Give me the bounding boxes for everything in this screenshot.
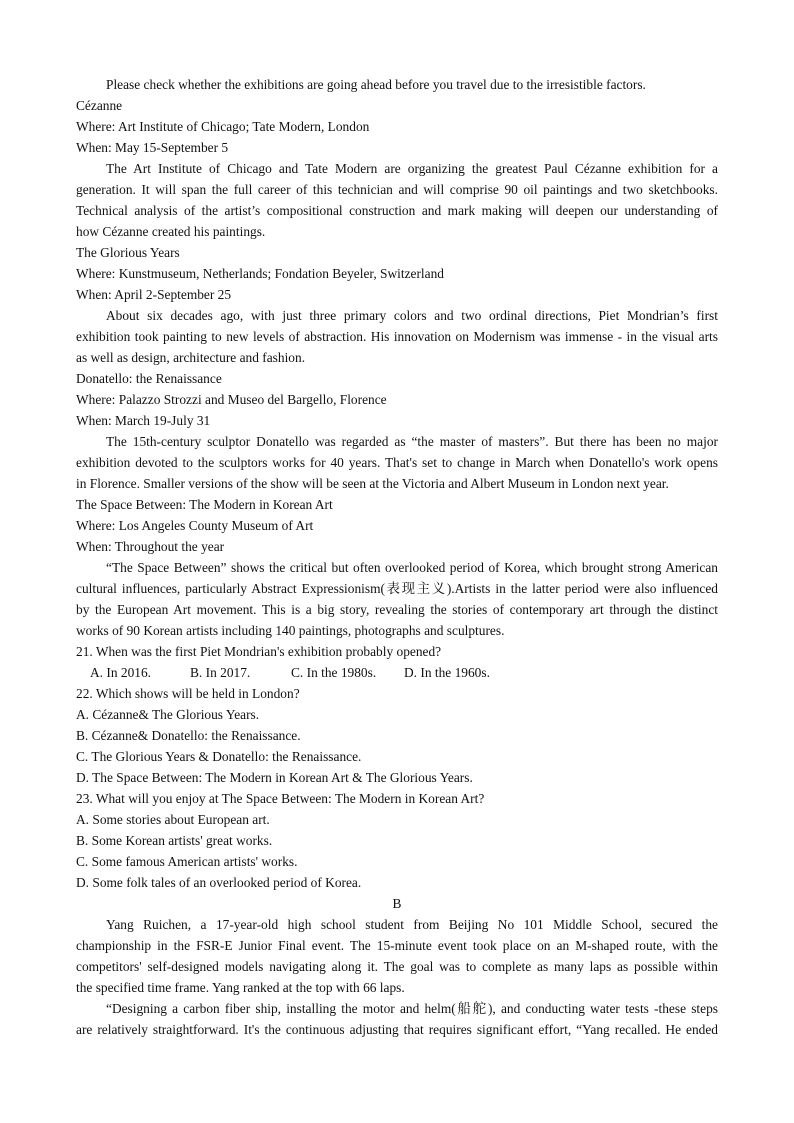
paragraph-line: how Cézanne created his paintings. xyxy=(76,224,266,239)
question-21-stem: 21. When was the first Piet Mondrian's exhibition probably opened? xyxy=(76,644,442,659)
paragraph-line: in Florence. Smaller versions of the show will be seen at the Victoria and Albert Museum in London next year. xyxy=(76,476,669,491)
exhibition-title: Donatello: the Renaissance xyxy=(76,371,222,386)
paragraph-line: works of 90 Korean artists including 140 paintings, photographs and sculptures. xyxy=(76,623,505,638)
exhibition-title: The Glorious Years xyxy=(76,245,180,260)
paragraph-line: Technical analysis of the artist’s compositional construction and mark making will deepen our understanding of xyxy=(76,203,718,218)
exhibition-title: Cézanne xyxy=(76,98,123,113)
question-22-stem: 22. Which shows will be held in London? xyxy=(76,686,300,701)
option-c[interactable]: C. Some famous American artists' works. xyxy=(76,854,298,869)
exhibition-where: Where: Kunstmuseum, Netherlands; Fondation Beyeler, Switzerland xyxy=(76,266,444,281)
paragraph-line: exhibition devoted to the sculptors works for 40 years. That's set to change in March when Donatello's work opens xyxy=(76,455,718,470)
option-b[interactable]: B. Cézanne& Donatello: the Renaissance. xyxy=(76,728,301,743)
exhibition-where: Where: Art Institute of Chicago; Tate Modern, London xyxy=(76,119,370,134)
paragraph-line: About six decades ago, with just three primary colors and two ordinal directions, Piet Mondrian’s first xyxy=(106,308,718,323)
paragraph-line: generation. It will span the full career of this technician and will comprise 90 oil paintings and two sketchbooks. xyxy=(76,182,718,197)
paragraph-line: championship in the FSR-E Junior Final event. The 15-minute event took place on an M-shaped route, with the xyxy=(76,938,718,953)
option-b[interactable]: B. Some Korean artists' great works. xyxy=(76,833,273,848)
paragraph-line: cultural influences, particularly Abstract Expressionism(表现主义).Artists in the latter period were also influenced xyxy=(76,581,718,596)
exhibition-when: When: Throughout the year xyxy=(76,539,225,554)
paragraph-line: The Art Institute of Chicago and Tate Modern are organizing the greatest Paul Cézanne exhibition for a xyxy=(106,161,718,176)
document-page xyxy=(76,74,718,1040)
paragraph-line: the specified time frame. Yang ranked at the top with 66 laps. xyxy=(76,980,405,995)
option-b[interactable]: B. In 2017. xyxy=(190,665,251,680)
question-23-stem: 23. What will you enjoy at The Space Between: The Modern in Korean Art? xyxy=(76,791,485,806)
intro-note: Please check whether the exhibitions are going ahead before you travel due to the irresistible factors. xyxy=(106,77,646,92)
question-21-options xyxy=(76,662,718,683)
option-c[interactable]: C. The Glorious Years & Donatello: the Renaissance. xyxy=(76,749,362,764)
exhibition-when: When: April 2-September 25 xyxy=(76,287,232,302)
option-d[interactable]: D. In the 1960s. xyxy=(404,665,490,680)
paragraph-line: competitors' self-designed models navigating along it. The goal was to complete as many laps as possible within xyxy=(76,959,718,974)
section-label: B xyxy=(392,896,402,911)
option-a[interactable]: A. In 2016. xyxy=(90,665,151,680)
option-c[interactable]: C. In the 1980s. xyxy=(291,665,377,680)
option-d[interactable]: D. Some folk tales of an overlooked period of Korea. xyxy=(76,875,362,890)
paragraph-line: by the European Art movement. This is a big story, revealing the stories of contemporary art through the distinct xyxy=(76,602,718,617)
paragraph-line: exhibition took painting to new levels of abstraction. His innovation on Modernism was immense - in the visual arts xyxy=(76,329,718,344)
option-a[interactable]: A. Some stories about European art. xyxy=(76,812,270,827)
exhibition-where: Where: Palazzo Strozzi and Museo del Bargello, Florence xyxy=(76,392,387,407)
exhibition-where: Where: Los Angeles County Museum of Art xyxy=(76,518,314,533)
exhibition-when: When: May 15-September 5 xyxy=(76,140,229,155)
paragraph-line: The 15th-century sculptor Donatello was regarded as “the master of masters”. But there has been no major xyxy=(106,434,718,449)
option-a[interactable]: A. Cézanne& The Glorious Years. xyxy=(76,707,260,722)
paragraph-line: “The Space Between” shows the critical but often overlooked period of Korea, which brought strong American xyxy=(106,560,718,575)
paragraph-line: as well as design, architecture and fashion. xyxy=(76,350,306,365)
paragraph-line: “Designing a carbon fiber ship, installing the motor and helm(船舵), and conducting water tests -these steps xyxy=(106,1001,718,1016)
paragraph-line: Yang Ruichen, a 17-year-old high school student from Beijing No 101 Middle School, secured the xyxy=(106,917,718,932)
exhibition-when: When: March 19-July 31 xyxy=(76,413,211,428)
exhibition-title: The Space Between: The Modern in Korean Art xyxy=(76,497,333,512)
option-d[interactable]: D. The Space Between: The Modern in Korean Art & The Glorious Years. xyxy=(76,770,473,785)
paragraph-line: are relatively straightforward. It's the continuous adjusting that requires significant effort, “Yang recalled. He ended xyxy=(76,1022,718,1037)
